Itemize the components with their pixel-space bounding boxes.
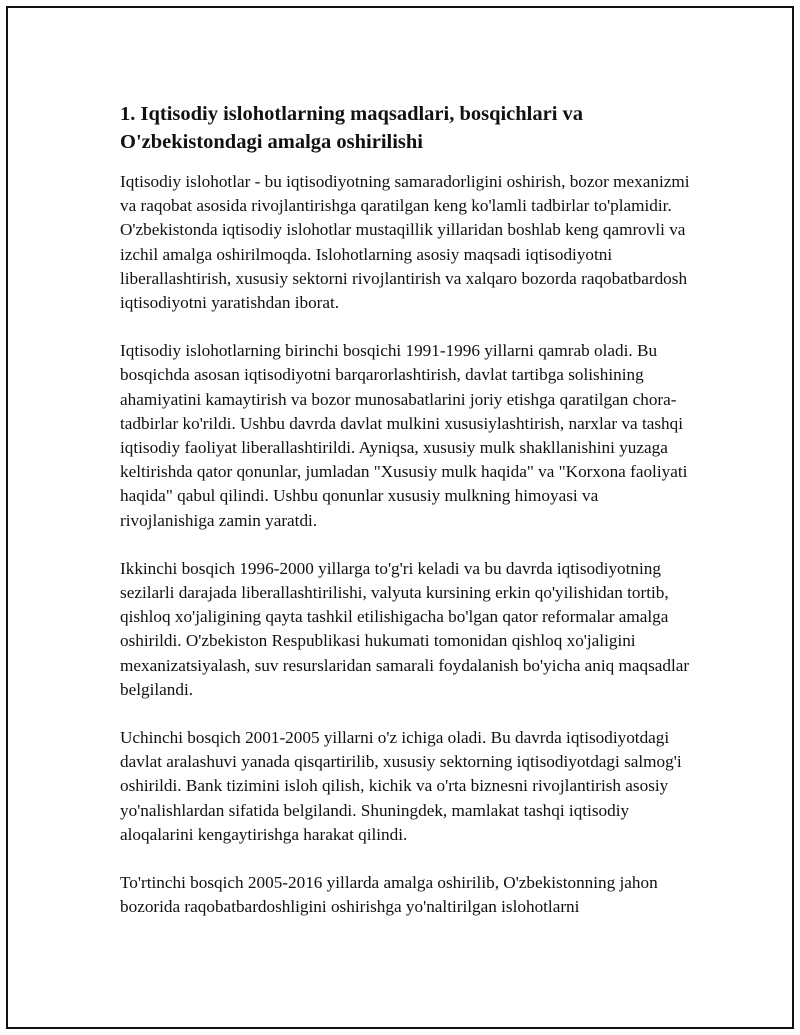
paragraph-introduction: Iqtisodiy islohotlar - bu iqtisodiyotning samaradorligini oshirish, bozor mexanizmi va raqobat asosida rivojlantirishga qaratilgan keng ko'lamli tadbirlar to'plamidir. O'zbekistonda iqtisodiy islohotlar mustaqillik yillaridan boshlab keng qamrovli va izchil amalga oshirilmoqda. Islohotlarning asosiy maqsadi iqtisodiyotni liberallashtirish, xususiy sektorni rivojlantirish va xalqaro bozorda raqobatbardosh iqtisodiyotni yaratishdan iborat. <box>120 172 690 313</box>
paragraph-third-stage: Uchinchi bosqich 2001-2005 yillarni o'z ichiga oladi. Bu davrda iqtisodiyotdagi davlat aralashuvi yanada qisqartirilib, xususiy sektorning iqtisodiyotdagi salmog'i oshirildi. Bank tizimini isloh qilish, kichik va o'rta biznesni rivojlantirish asosiy yo'nalishlardan sifatida belgilandi. Shuningdek, mamlakat tashqi iqtisodiy aloqalarini kengaytirishga harakat qilindi. <box>120 728 682 844</box>
document-title: 1. Iqtisodiy islohotlarning maqsadlari, bosqichlari va O'zbekistondagi amalga oshirilishi <box>120 103 584 153</box>
paragraph-fourth-stage: To'rtinchi bosqich 2005-2016 yillarda amalga oshirilib, O'zbekistonning jahon bozorida raqobatbardoshligini oshirishga yo'naltirilgan islohotlarni <box>120 873 658 917</box>
paragraph-first-stage: Iqtisodiy islohotlarning birinchi bosqichi 1991-1996 yillarni qamrab oladi. Bu bosqichda asosan iqtisodiyotni barqarorlashtirish, davlat tartibga solishining ahamiyatini kamaytirish va bozor munosabatlarini joriy etishga qaratilgan chora-tadbirlar ko'rildi. Ushbu davrda davlat mulkini xususiylashtirish, narxlar va tashqi iqtisodiy faoliyat liberallashtirildi. Ayniqsa, xususiy mulk shakllanishini yuzaga keltirishda qator qonunlar, jumladan "Xususiy mulk haqida" va "Korxona faoliyati haqida" qabul qilindi. Ushbu qonunlar xususiy mulkning himoyasi va rivojlanishiga zamin yaratdi. <box>120 341 688 530</box>
page-frame <box>6 6 794 1029</box>
paragraph-second-stage: Ikkinchi bosqich 1996-2000 yillarga to'g'ri keladi va bu davrda iqtisodiyotning sezilarli darajada liberallashtirilishi, valyuta kursining erkin qo'yilishidan tortib, qishloq xo'jaligining qayta tashkil etilishigacha bo'lgan qator reformalar amalga oshirildi. O'zbekiston Respublikasi hukumati tomonidan qishloq xo'jaligini mexanizatsiyalash, suv resurslaridan samarali foydalanish bo'yicha aniq maqsadlar belgilandi. <box>120 558 690 699</box>
document-body <box>120 100 690 943</box>
